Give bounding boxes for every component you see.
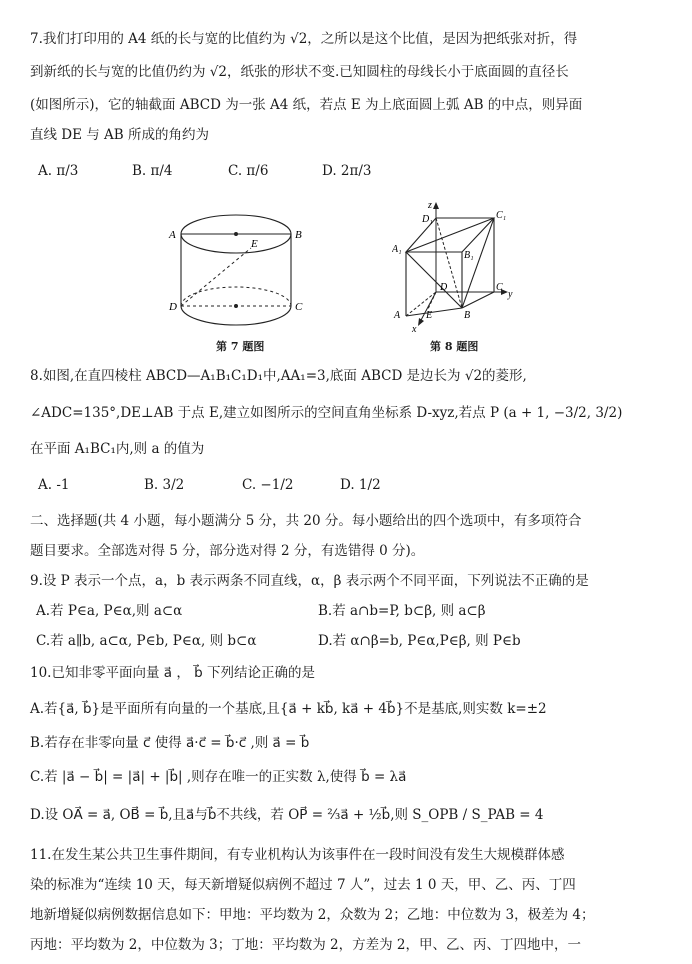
- q11-line-3: 地新增疑似病例数据信息如下：甲地：平均数为 2，众数为 2；乙地：中位数为 3，极差为 4；: [30, 907, 595, 923]
- q9-option-c: C.若 a∥b, a⊂α, P∈b, P∈α, 则 b⊂α: [36, 633, 257, 649]
- q8-option-d: D. 1/2: [340, 477, 381, 493]
- fig8-label-x: x: [412, 324, 417, 335]
- fig8-label-a1: A₁: [392, 244, 402, 255]
- fig8-label-a: A: [394, 310, 401, 321]
- q8-option-c: C. −1/2: [242, 477, 294, 493]
- fig8-label-b1: B₁: [464, 250, 474, 261]
- fig8-label-c1: C₁: [496, 210, 507, 221]
- q8-option-b: B. 3/2: [144, 477, 185, 493]
- q7-option-b: B. π/4: [132, 163, 173, 179]
- q7-line-3: (如图所示)，它的轴截面 ABCD 为一张 A4 纸，若点 E 为上底面圆上弧 AB 的中点，则异面: [30, 97, 583, 113]
- fig8-label-z: z: [428, 200, 432, 211]
- fig7-label-c: C: [295, 301, 303, 313]
- q9-option-b: B.若 a∩b=P, b⊂β, 则 a⊂β: [318, 603, 486, 619]
- fig7-label-b: B: [295, 229, 302, 241]
- fig7-label-a: A: [169, 229, 176, 241]
- q7-line-4: 直线 DE 与 AB 所成的角约为: [30, 127, 210, 143]
- fig8-label-d1: D₁: [422, 214, 433, 225]
- q7-option-a: A. π/3: [38, 163, 79, 179]
- q11-line-4: 丙地：平均数为 2，中位数为 3；丁地：平均数为 2，方差为 2，甲、乙、丙、丁四地中，一: [30, 937, 582, 953]
- section-2-line-1: 二、选择题(共 4 小题，每小题满分 5 分，共 20 分。每小题给出的四个选项中，有多项符合: [30, 513, 582, 529]
- q9-option-a: A.若 P∈a, P∈α,则 a⊂α: [36, 603, 183, 619]
- q8-option-a: A. -1: [38, 477, 70, 493]
- q7-line-1: 7.我们打印用的 A4 纸的长与宽的比值约为 √2，之所以是这个比值，是因为把纸张对折，得: [30, 31, 578, 47]
- q11-line-2: 染的标准为“连续 10 天，每天新增疑似病例不超过 7 人”，过去 1 0 天，甲、乙、丙、丁四: [30, 877, 576, 893]
- q7-option-c: C. π/6: [228, 163, 269, 179]
- q7-line-2: 到新纸的长与宽的比值仍约为 √2，纸张的形状不变.已知圆柱的母线长小于底面圆的直径长: [30, 64, 569, 80]
- q8-line-3: 在平面 A₁BC₁内,则 a 的值为: [30, 441, 205, 457]
- fig8-label-e: E: [426, 310, 433, 321]
- q9-stem: 9.设 P 表示一个点，a，b 表示两条不同直线，α，β 表示两个不同平面，下列说法不正确的是: [30, 573, 589, 589]
- fig8-label-d: D: [440, 282, 448, 293]
- fig7-label-e: E: [251, 238, 258, 250]
- fig8-label-b: B: [464, 310, 471, 321]
- q10-option-c: C.若 |a⃗ − b⃗| = |a⃗| + |b⃗| ,则存在唯一的正实数 λ,使得 b⃗ = λa⃗: [30, 769, 407, 785]
- fig7-label-d: D: [169, 301, 177, 313]
- q10-option-b: B.若存在非零向量 c⃗ 使得 a⃗·c⃗ = b⃗·c⃗ ,则 a⃗ = b⃗: [30, 735, 310, 751]
- q9-option-d: D.若 α∩β=b, P∈α,P∈β, 则 P∈b: [318, 633, 521, 649]
- q8-line-2: ∠ADC=135°,DE⊥AB 于点 E,建立如图所示的空间直角坐标系 D-xyz,若点 P (a + 1, −3/2, 3/2): [30, 405, 623, 421]
- q10-stem: 10.已知非零平面向量 a⃗ ， b⃗ 下列结论正确的是: [30, 665, 315, 681]
- q8-line-1: 8.如图,在直四棱柱 ABCD—A₁B₁C₁D₁中,AA₁=3,底面 ABCD 是边长为 √2的菱形,: [30, 368, 527, 384]
- q7-cylinder-figure: [166, 196, 316, 336]
- q10-option-d: D.设 OA⃗ = a⃗, OB⃗ = b⃗,且a⃗与b⃗不共线，若 OP⃗ = ⅔a⃗ + ½b⃗,则 S_OPB / S_PAB = 4: [30, 807, 544, 823]
- q7-figure-caption: 第 7 题图: [216, 340, 265, 353]
- fig8-label-c: C: [496, 282, 503, 293]
- q8-prism-figure: [392, 196, 522, 336]
- q7-option-d: D. 2π/3: [322, 163, 372, 179]
- q10-option-a: A.若{a⃗, b⃗}是平面所有向量的一个基底,且{a⃗ + kb⃗, ka⃗ + 4b⃗}不是基底,则实数 k=±2: [30, 701, 547, 717]
- fig8-label-y: y: [508, 289, 513, 300]
- q11-line-1: 11.在发生某公共卫生事件期间，有专业机构认为该事件在一段时间没有发生大规模群体感: [30, 847, 565, 863]
- q8-figure-caption: 第 8 题图: [430, 340, 479, 353]
- section-2-line-2: 题目要求。全部选对得 5 分，部分选对得 2 分，有选错得 0 分)。: [30, 543, 425, 559]
